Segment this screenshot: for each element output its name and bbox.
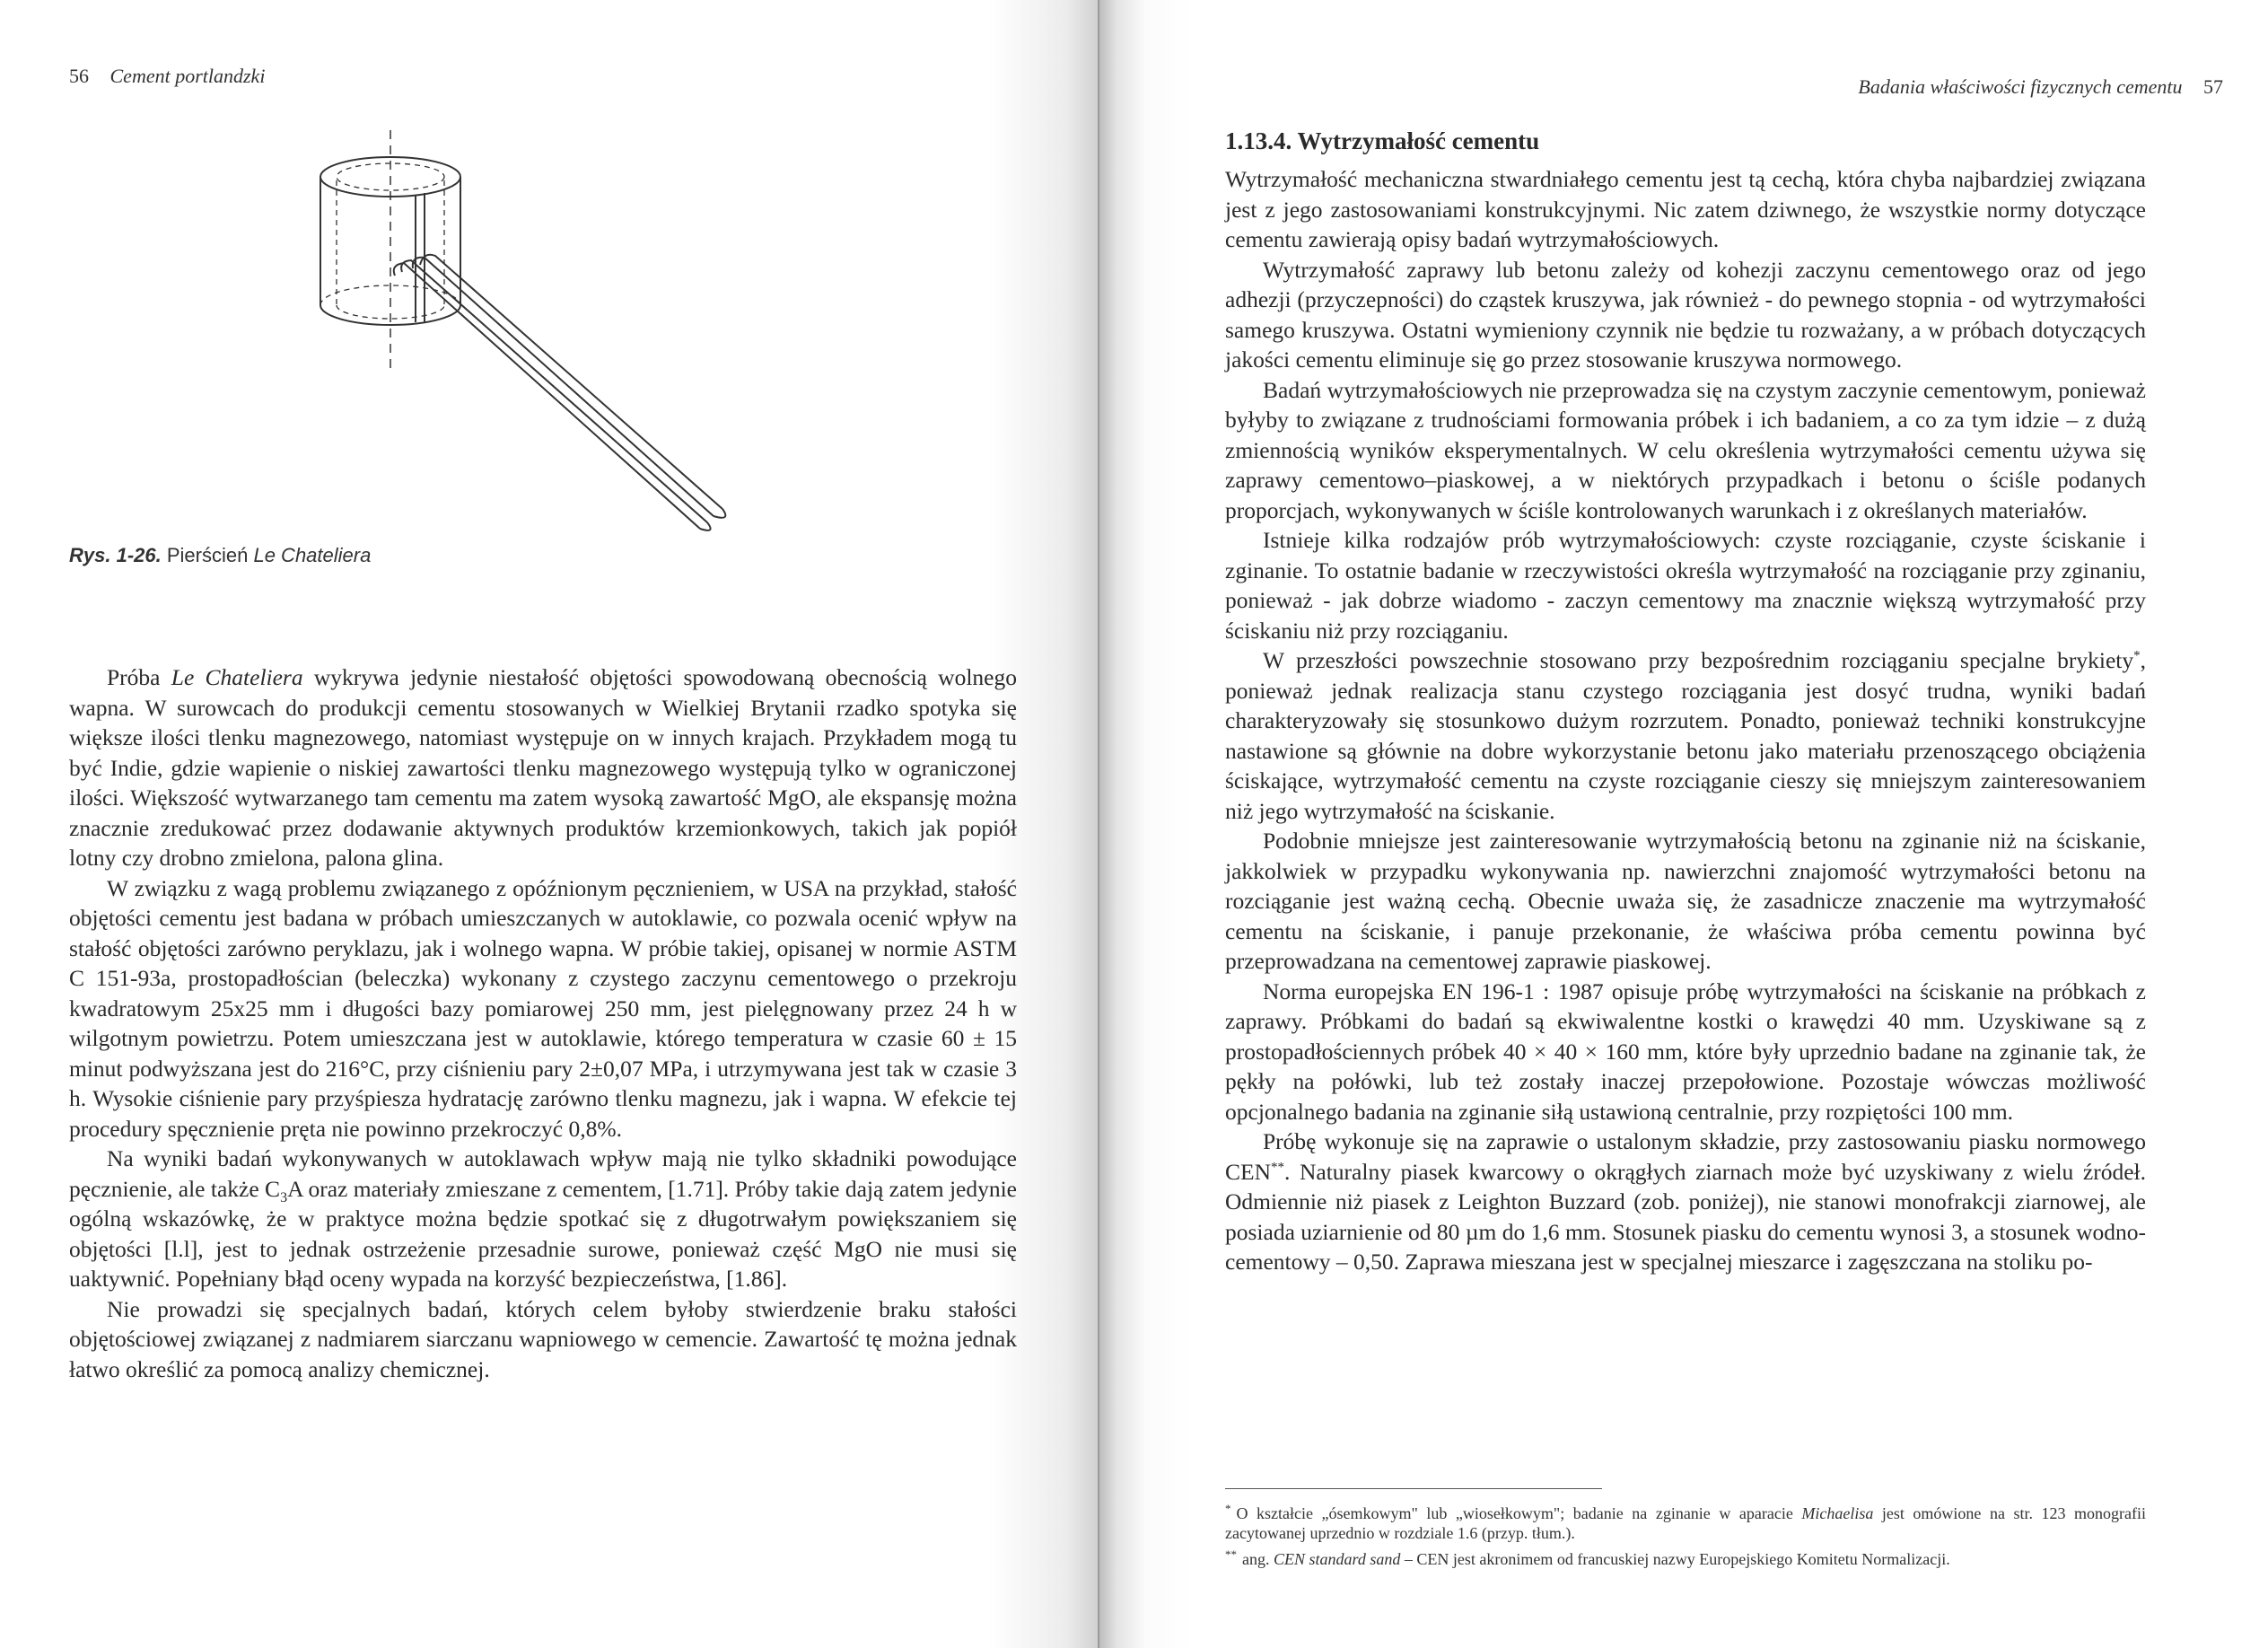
footnote-ref: ** <box>1271 1160 1284 1174</box>
right-running-title: Badania właściwości fizycznych cementu <box>1858 75 2183 98</box>
caption-text: Pierścień <box>166 544 249 566</box>
paragraph: Badań wytrzymałościowych nie przeprowadza się na czystym zaczynie cementowym, ponieważ byłyby to związane z trudnościami formowania próbek i ich badaniem, a co za tym idzie – z dużą zmiennością wyników eksperymentalnych. W celu określenia wytrzymałości cementu używa się zaprawy cementowo–piaskowej, a w niektórych przypadkach i betonu o ściśle podanych proporcjach, wykonywanych w ściśle kontrolowanych warunkach i z określanych materiałów. <box>1225 376 2146 523</box>
figure-caption <box>69 544 371 567</box>
paragraph: Próba Le Chateliera wykrywa jedynie niestałość objętości spowodowaną obecnością wolnego wapna. W surowcach do produkcji cementu stosowanych w Wielkiej Brytanii rzadko spotyka się większe ilości tlenku magnezowego, natomiast występuje on w innych krajach. Przykładem mogą tu być Indie, gdzie wapienie o niskiej zawartości tlenku magnezowego występują tylko w ograniczonej ilości. Większość wytwarzanego tam cementu ma zatem wysoką zawartość MgO, ale ekspansję można znacznie zredukować przez dodawanie aktywnych produktów krzemionkowych, takich jak popiół lotny czy drobno zmielona, palona glina. <box>69 664 1018 871</box>
caption-name: Le Chateliera <box>253 544 372 566</box>
left-running-title: Cement portlandzki <box>109 65 266 87</box>
left-page <box>0 0 1099 1648</box>
paragraph: Wytrzymałość mechaniczna stwardniałego cementu jest tą cechą, która chyba najbardziej związana jest z jego zastosowaniami konstrukcyjnymi. Nic zatem dziwnego, że wszystkie normy dotyczące cementu zawierają opisy badań wytrzymałościowych. <box>1225 166 2146 252</box>
le-chatelier-ring-figure <box>305 121 754 534</box>
right-page-number: 57 <box>2203 75 2223 98</box>
footnotes <box>1225 1499 2146 1571</box>
left-body-text <box>69 662 1017 1384</box>
right-page-header <box>1858 75 2223 99</box>
paragraph: Nie prowadzi się specjalnych badań, których celem byłoby stwierdzenie braku stałości objętościowej związanej z nadmiarem siarczanu wapniowego w cemencie. Zawartość tę można jednak łatwo określić za pomocą analizy chemicznej. <box>69 1295 1017 1382</box>
footnote: ** ang. CEN standard sand – CEN jest akronimem od francuskiej nazwy Europejskiego Komitetu Normalizacji. <box>1225 1547 1950 1568</box>
paragraph: Norma europejska EN 196-1 : 1987 opisuje próbę wytrzymałości na ściskanie na próbkach z zaprawy. Próbkami do badań są ekwiwalentne kostki o krawędzi 40 mm. Uzyskiwane są z prostopadłościennych próbek 40 × 40 × 160 mm, które były uprzednio badane na zginanie tak, że pękły na połówki, lub też zostały inaczej przepołowione. Pozostaje wówczas możliwość opcjonalnego badania na zginanie siłą ustawioną centralnie, przy rozpiętości 100 mm. <box>1225 977 2146 1125</box>
paragraph: Wytrzymałość zaprawy lub betonu zależy od kohezji zaczynu cementowego oraz od jego adhezji (przyczepności) do cząstek kruszywa, jak również - do pewnego stopnia - od wytrzymałości samego kruszywa. Ostatni wymieniony czynnik nie będzie tu rozważany, a w próbach dotyczących jakości cementu eliminuje się go przez stosowanie kruszywa normowego. <box>1225 256 2146 373</box>
paragraph: W przeszłości powszechnie stosowano przy bezpośrednim rozciąganiu specjalne brykiety*, ponieważ jednak realizacja stanu czystego rozciągania jest dosyć trudna, wyniki badań charakteryzowały się stosunkowo dużym rozrzutem. Ponadto, ponieważ techniki konstrukcyjne nastawione są głównie na dobre wykorzystanie betonu jako materiału przenoszącego obciążenia ściskające, wytrzymałość cementu na czyste rozciąganie cieszy się mniejszym zainteresowaniem niż jego wytrzymałość na ściskanie. <box>1225 647 2146 824</box>
paragraph: Próbę wykonuje się na zaprawie o ustalonym składzie, przy zastosowaniu piasku normowego CEN**. Naturalny piasek kwarcowy o okrągłych ziarnach może być uzyskiwany z wielu źródeł. Odmiennie niż piasek z Leighton Buzzard (zob. poniżej), nie stanowi monofrakcji ziarnowej, ale posiada uziarnienie od 80 µm do 1,6 mm. Stosunek piasku do cementu wynosi 3, a stosunek wodno-cementowy – 0,50. Zaprawa mieszana jest w specjalnej mieszarce i zagęszczana na stoliku po- <box>1225 1128 2146 1275</box>
footnote-ref: * <box>2133 648 2141 663</box>
left-page-number: 56 <box>69 65 89 87</box>
paragraph: Podobnie mniejsze jest zainteresowanie wytrzymałością betonu na zginanie niż na ściskanie, jakkolwiek w przypadku wykonywania np. nawierzchni znajomość wytrzymałości betonu na rozciąganie jest ważną cechą. Obecnie uważa się, że zasadnicze znaczenie ma wytrzymałość cementu na ściskanie, i panuje przekonanie, że właściwa próba cementu powinna być przeprowadzana na cementowej zaprawie piaskowej. <box>1225 828 2146 974</box>
paragraph: Istnieje kilka rodzajów prób wytrzymałościowych: czyste rozciąganie, czyste ściskanie i zginanie. To ostatnie badanie w rzeczywistości określa wytrzymałość na rozciąganie przy zginaniu, ponieważ - jak dobrze wiadomo - zaczyn cementowy ma znacznie większą wytrzymałość przy ściskaniu niż przy rozciąganiu. <box>1225 527 2146 644</box>
left-page-header <box>69 65 265 88</box>
right-body-text <box>1225 164 2146 1277</box>
paragraph: Na wyniki badań wykonywanych w autoklawach wpływ mają nie tylko składniki powodujące pęcznienie, ale także $C_3A$ oraz materiały zmieszane z cementem, [1.71]. Próby takie dają zatem jedynie ogólną wskazówkę, że w praktyce można będzie spotkać się z długotrwałym powiększaniem się objętości [l.l], jest to jednak ostrzeżenie przesadnie surowe, ponieważ część MgO nie musi się uaktywnić. Popełniany błąd oceny wypada na korzyść bezpieczeństwa, [1.86]. <box>69 1145 1017 1292</box>
paragraph: W związku z wagą problemu związanego z opóźnionym pęcznieniem, w USA na przykład, stałość objętości cementu jest badana w próbach umieszczanych w autoklawie, co pozwala ocenić wpływ na stałość objętości zarówno peryklazu, jak i wolnego wapna. W próbie takiej, opisanej w normie ASTM C 151-93a, prostopadłościan (beleczka) wykonany z czystego zaczynu cementowego o przekroju kwadratowym 25x25 mm i długości bazy pomiarowej 250 mm, jest pielęgnowany przez 24 h w wilgotnym powietrzu. Potem umieszczana jest w autoklawie, którego temperatura w czasie 60 ± 15 minut podwyższana jest do 216°C, przy ciśnieniu pary 2±0,07 MPa, i utrzymywana jest tak w czasie 3 h. Wysokie ciśnienie pary przyśpiesza hydratację zarówno tlenku magnezu, jak i wapna. W efekcie tej procedury spęcznienie pręta nie powinno przekroczyć 0,8%. <box>69 874 1017 1142</box>
footnote-divider <box>1225 1488 1602 1489</box>
footnote: * O kształcie „ósemkowym" lub „wiosełkowym"; badanie na zginanie w aparacie Michaelisa jest omówione na str. 123 monografii zacytowanej uprzednio w rozdziale 1.6 (przyp. tłum.). <box>1225 1502 2147 1542</box>
caption-label: Rys. 1-26. <box>69 544 162 566</box>
section-title: 1.13.4. Wytrzymałość cementu <box>1225 127 1540 154</box>
